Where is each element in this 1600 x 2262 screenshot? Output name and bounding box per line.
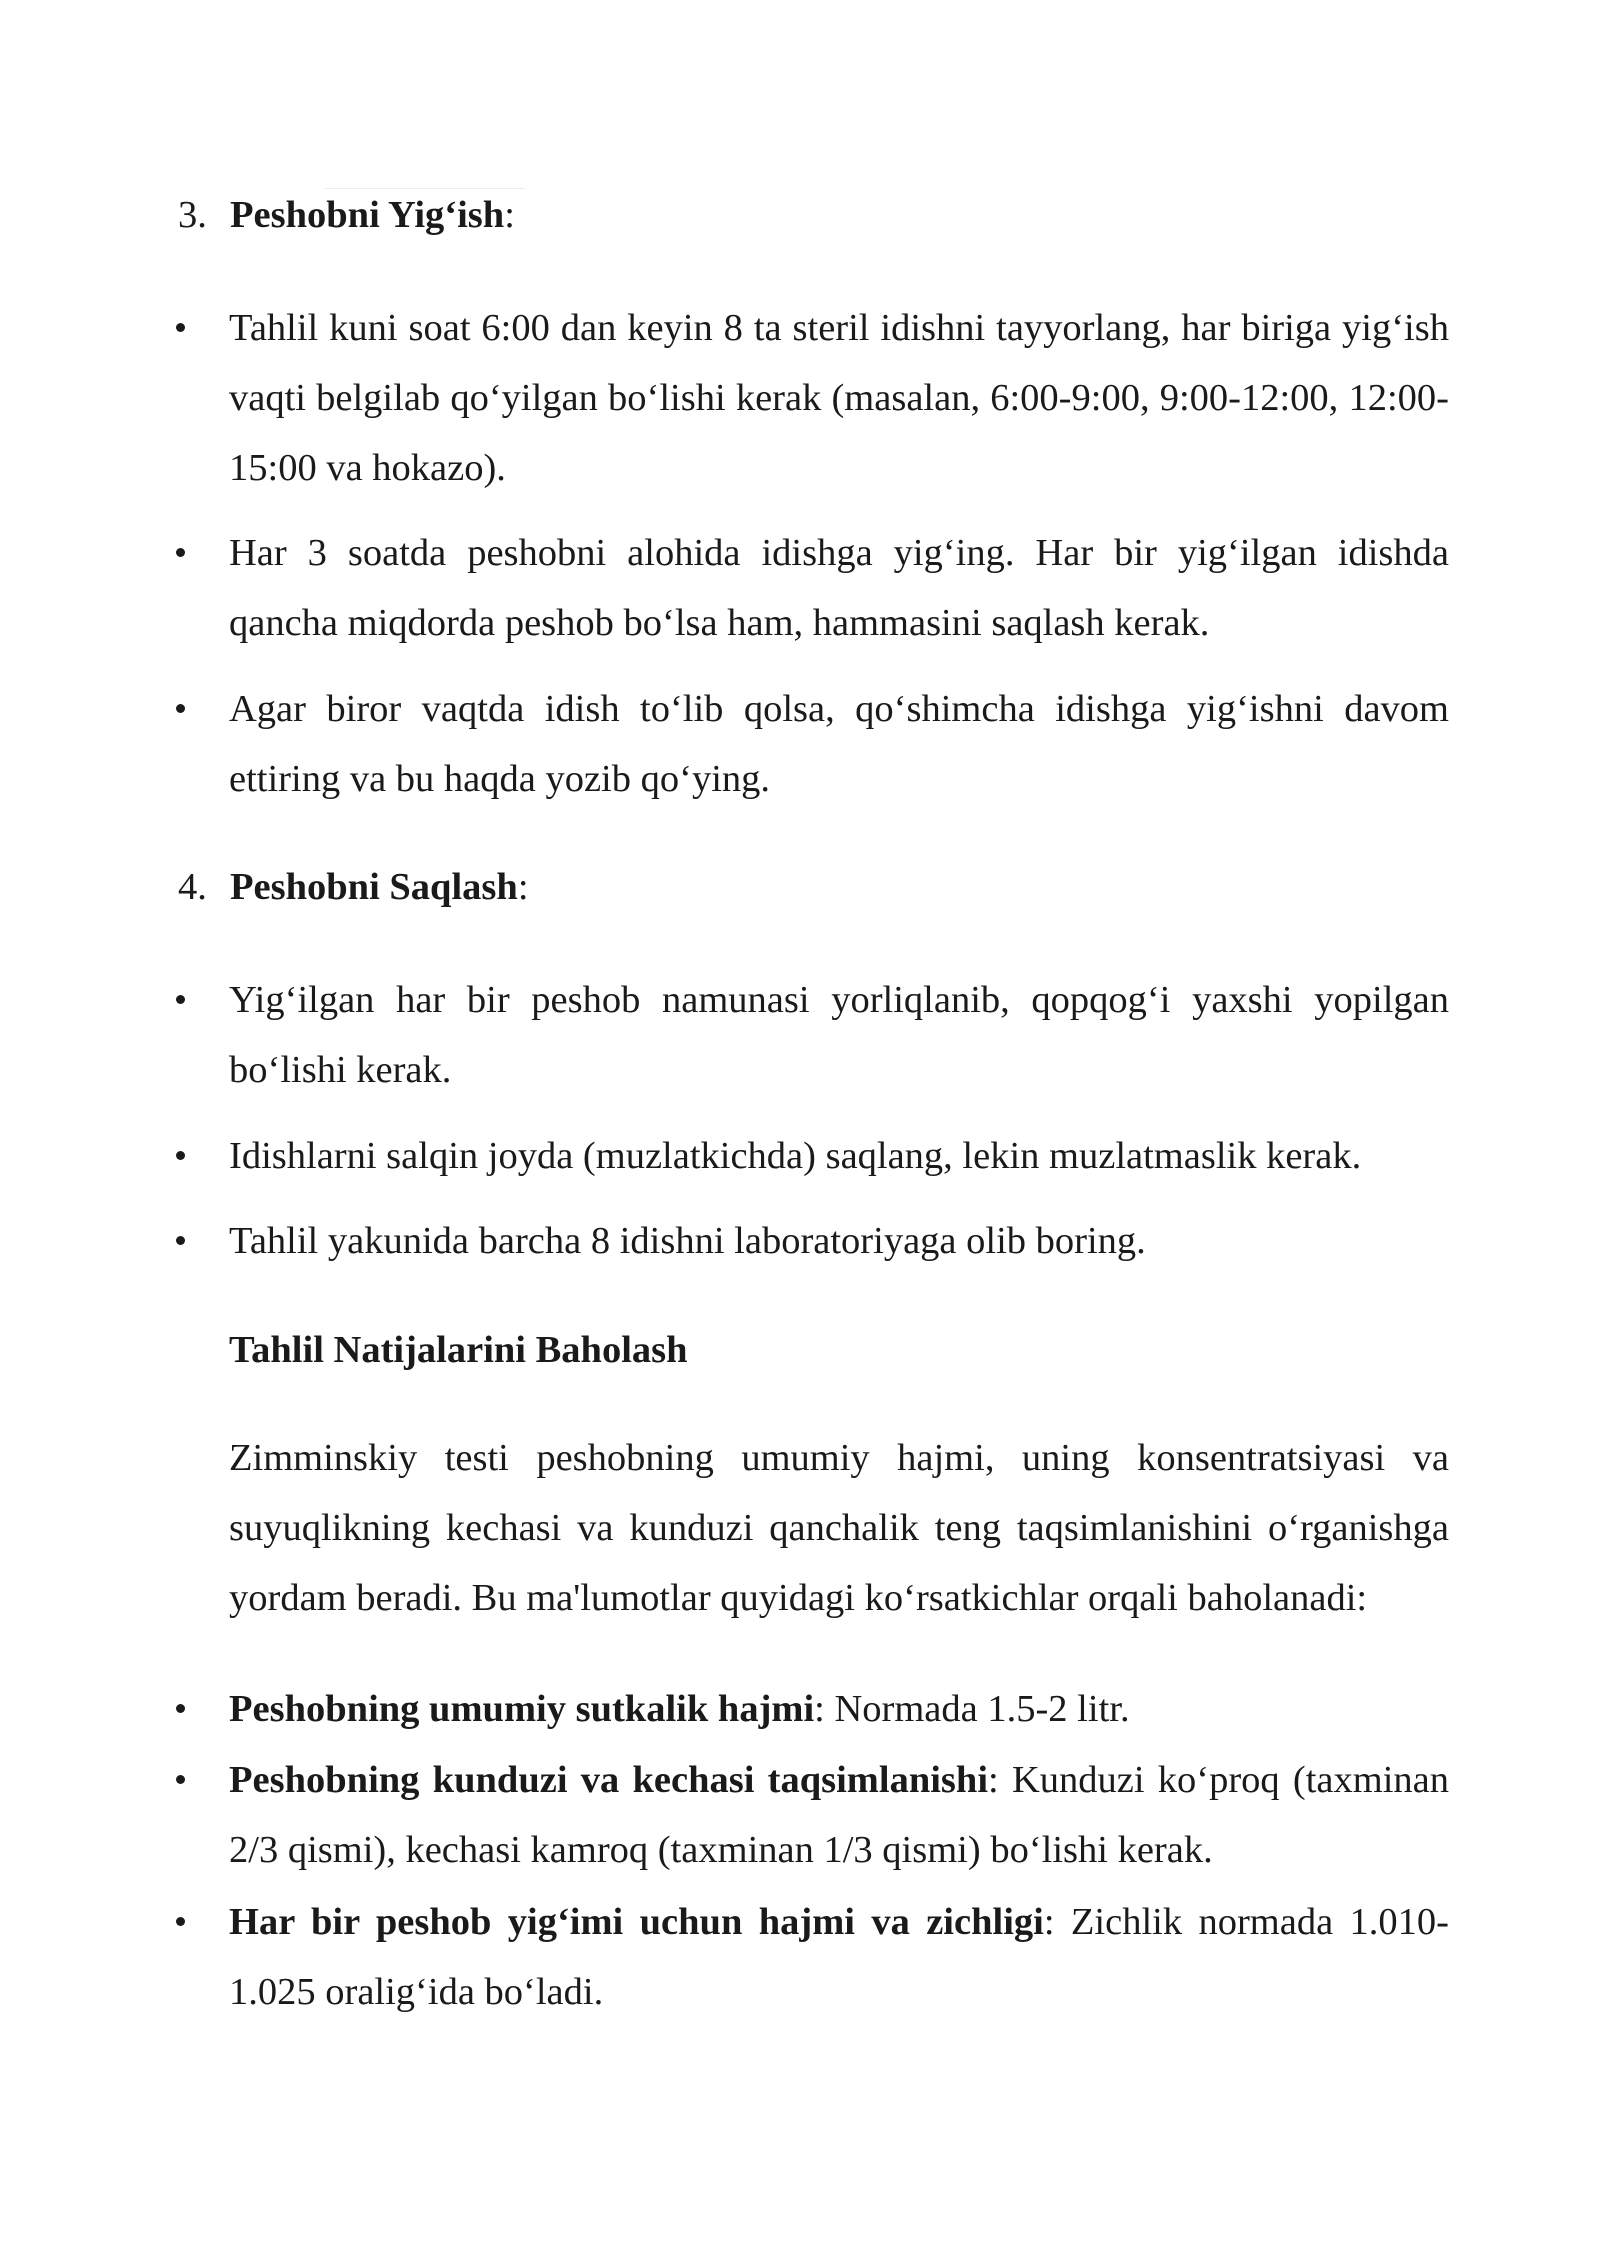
section-4-colon: : <box>517 866 529 908</box>
evaluation-title: Tahlil Natijalarini Baholash <box>229 1329 688 1371</box>
list-item-text <box>229 1674 1449 1744</box>
evaluation-paragraph: Zimminskiy testi peshobning umumiy hajmi, uning konsentratsiyasi va suyuqlikning kechasi va kunduzi qanchalik teng taqsimlanishini o‘rganishga yordam beradi. Bu ma'lumotlar quyidagi ko‘rsatkichlar orqali baholanadi: <box>229 1437 1449 1619</box>
list-item-text: Yig‘ilgan har bir peshob namunasi yorliqlanib, qopqog‘i yaxshi yopilgan bo‘lishi kerak. <box>229 979 1449 1091</box>
section-4-heading <box>178 852 529 922</box>
list-item-text: Agar biror vaqtda idish to‘lib qolsa, qo‘shimcha idishga yig‘ishni davom ettiring va bu haqda yozib qo‘ying. <box>229 688 1449 800</box>
section-3-title: Peshobni Yig‘ish <box>230 194 505 236</box>
bullet-icon <box>176 704 185 713</box>
list-item-text <box>229 1887 1449 2027</box>
list-item-term: Peshobning umumiy sutkalik hajmi <box>229 1688 815 1730</box>
list-item-desc: : Kunduzi ko‘proq (taxminan 2/3 qismi), kechasi kamroq (taxminan 1/3 qismi) bo‘lishi kerak. <box>229 1759 1449 1871</box>
bullet-icon <box>176 1151 185 1160</box>
bullet-icon <box>176 1704 185 1713</box>
section-3-colon: : <box>504 194 515 236</box>
list-item-text: Idishlarni salqin joyda (muzlatkichda) saqlang, lekin muzlatmaslik kerak. <box>229 1135 1362 1177</box>
list-item-text: Har 3 soatda peshobni alohida idishga yig‘ing. Har bir yig‘ilgan idishda qancha miqdorda peshob bo‘lsa ham, hammasini saqlash kerak. <box>229 532 1449 644</box>
bullet-icon <box>176 995 185 1004</box>
list-item-term: Peshobning kunduzi va kechasi taqsimlanishi <box>229 1759 989 1801</box>
bullet-icon <box>176 1236 185 1245</box>
section-4-number: 4. <box>178 866 207 908</box>
bullet-icon <box>176 1917 185 1926</box>
list-item-text: Tahlil yakunida barcha 8 idishni laboratoriyaga olib boring. <box>229 1220 1146 1262</box>
section-4-title: Peshobni Saqlash <box>230 866 518 908</box>
list-item-term: Har bir peshob yig‘imi uchun hajmi va zichligi <box>229 1901 1044 1943</box>
section-3-number: 3. <box>178 194 207 236</box>
bullet-icon <box>176 323 185 332</box>
section-3-heading <box>178 180 515 250</box>
list-item-desc: : Normada 1.5-2 litr. <box>814 1688 1130 1730</box>
list-item-text <box>229 1745 1449 1885</box>
list-item-text: Tahlil kuni soat 6:00 dan keyin 8 ta steril idishni tayyorlang, har biriga yig‘ish vaqti belgilab qo‘yilgan bo‘lishi kerak (masalan, 6:00-9:00, 9:00-12:00, 12:00-15:00 va hokazo). <box>229 307 1449 489</box>
bullet-icon <box>176 548 185 557</box>
list-item-desc: : Zichlik normada 1.010-1.025 oralig‘ida bo‘ladi. <box>229 1901 1449 2013</box>
bullet-icon <box>176 1775 185 1784</box>
